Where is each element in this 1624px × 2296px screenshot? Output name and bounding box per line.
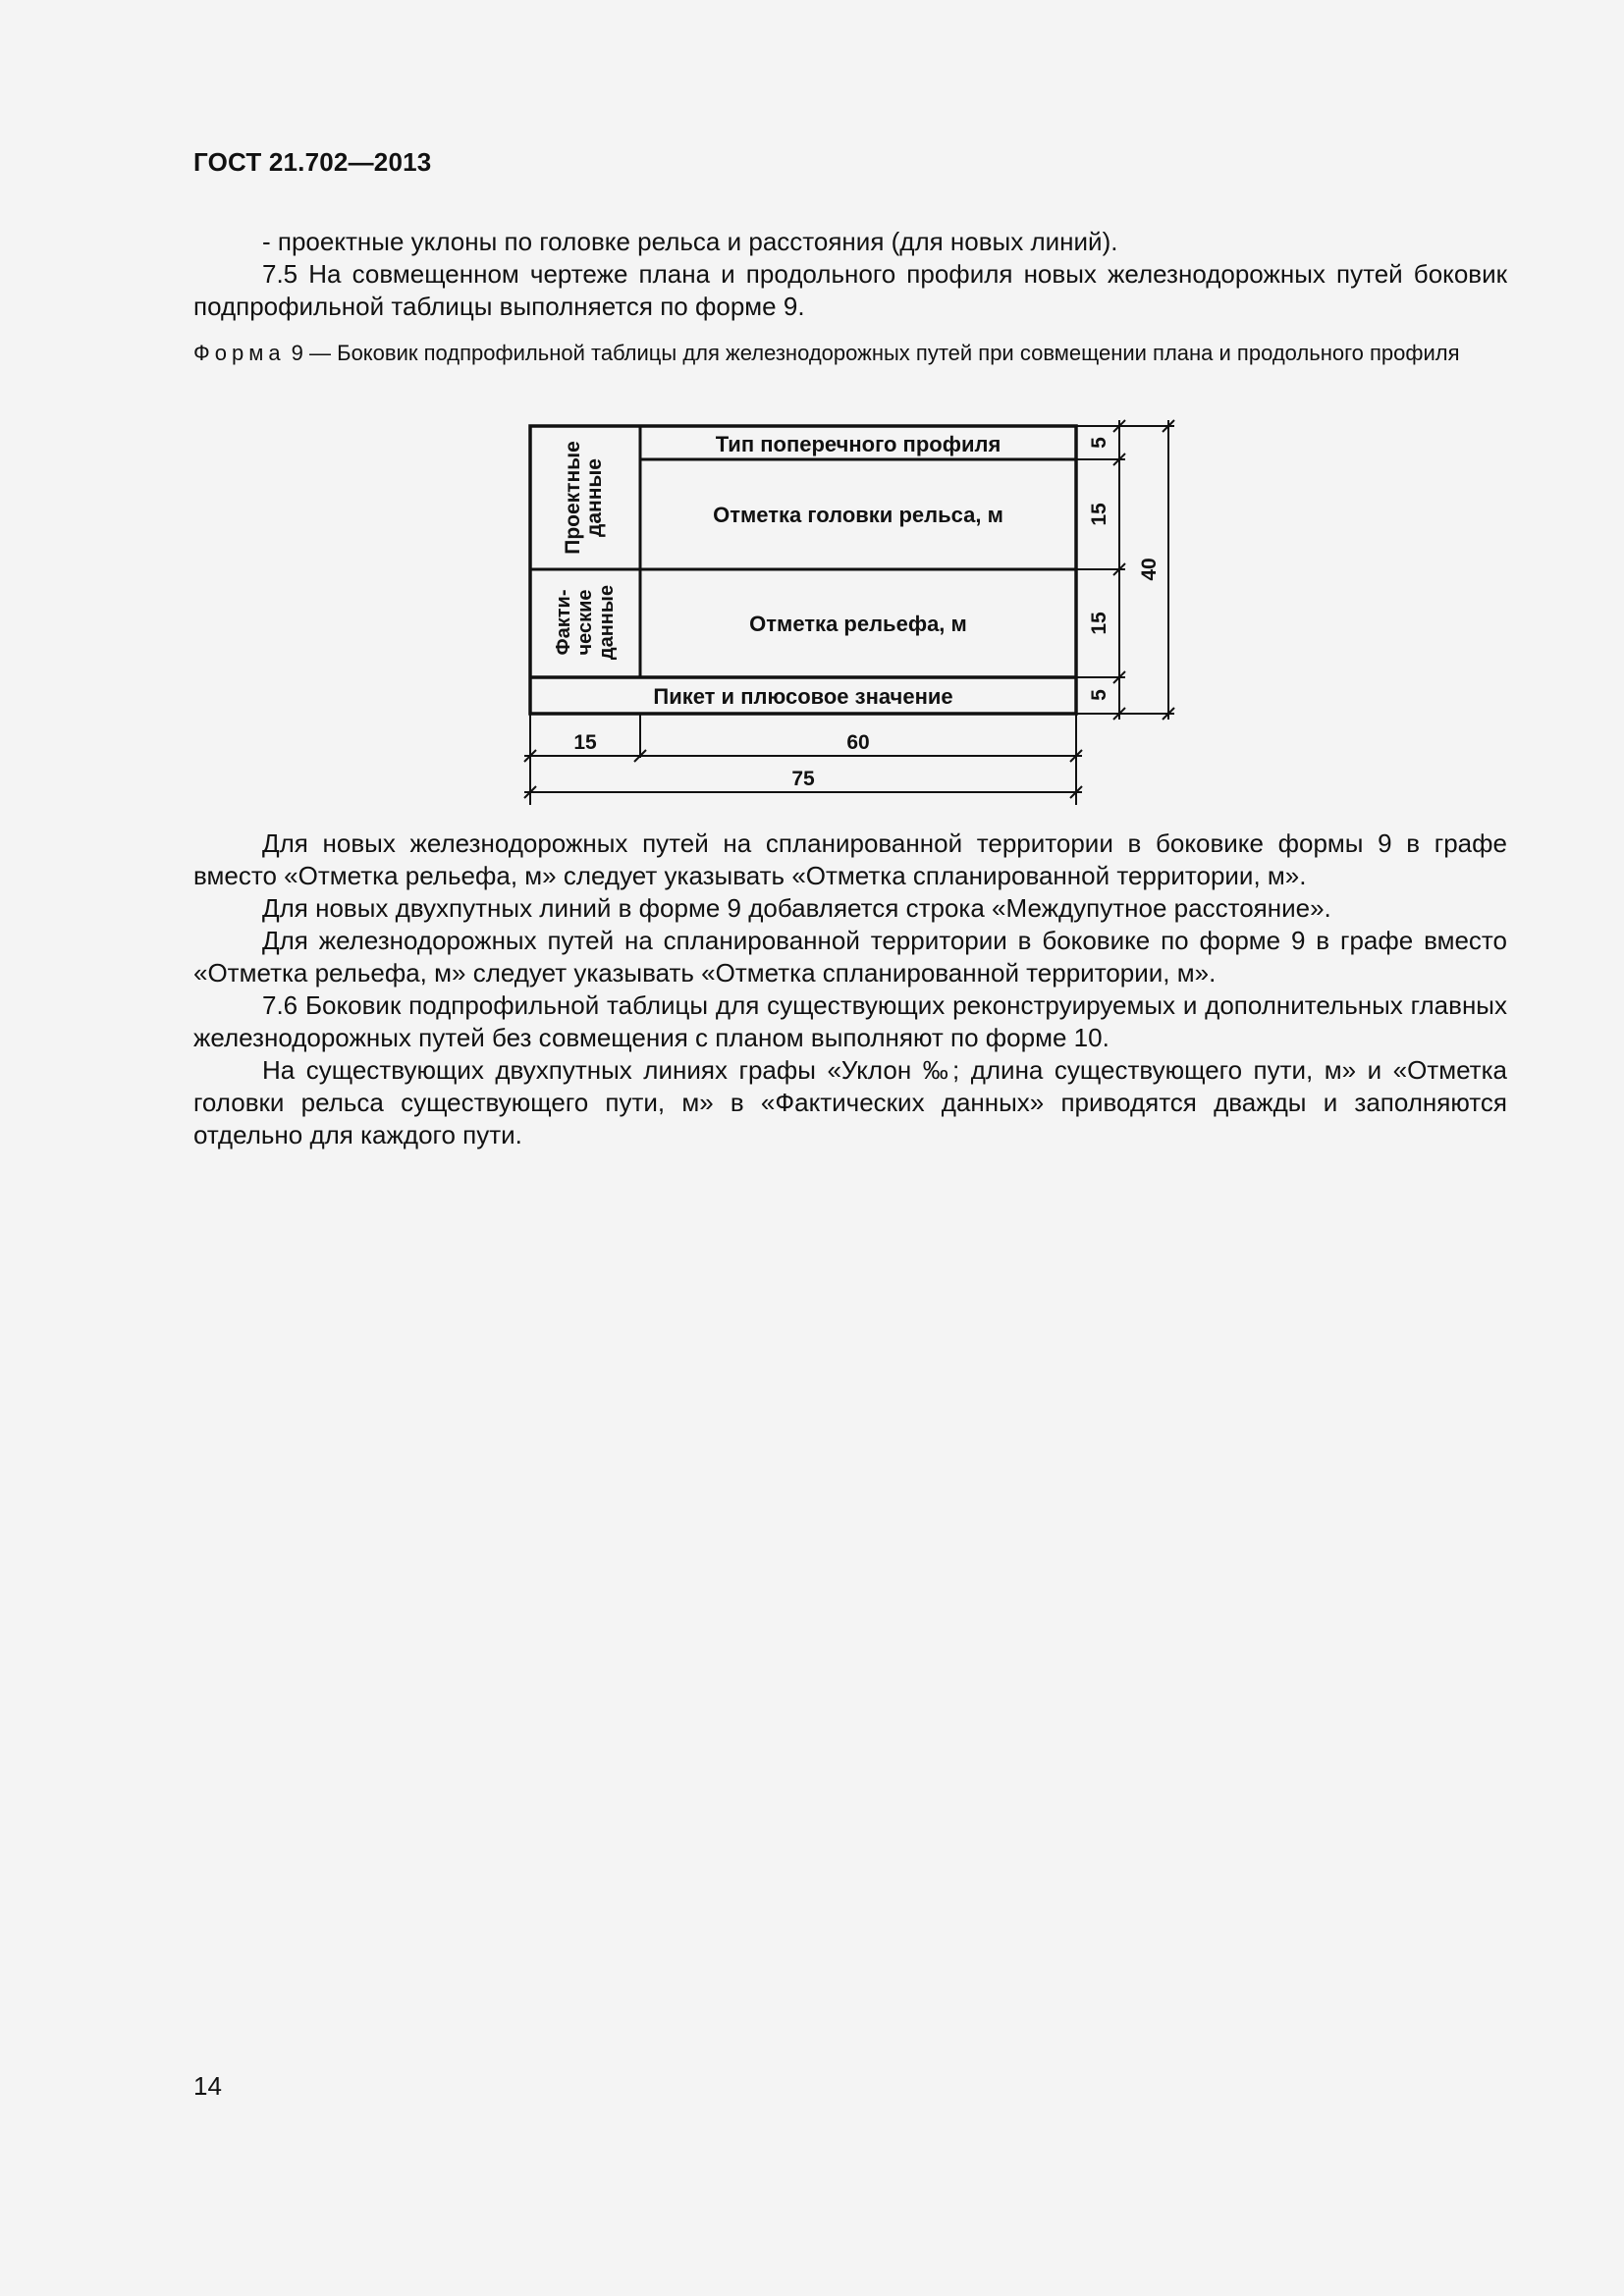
dim-value-total-height: 40 <box>1138 558 1161 581</box>
paragraph-7-5: 7.5 На совмещенном чертеже плана и продольного профиля новых железнодорожных путей боковик подпрофильной таблицы выполняется по форме 9. <box>193 259 1507 321</box>
form9-drawing <box>511 412 1198 815</box>
caption-text: 9 — Боковик подпрофильной таблицы для железнодорожных путей при совмещении плана и продольного профиля <box>285 341 1460 365</box>
group-label-actual-line1: Факти- <box>553 589 574 656</box>
group-label-actual-line3: данные <box>596 584 618 661</box>
dim-value-row2: 15 <box>1088 503 1110 526</box>
group-label-design-line1: Проектные <box>562 441 584 555</box>
dim-value-row1: 5 <box>1088 437 1110 449</box>
group-label-design <box>562 441 606 555</box>
caption-label: Форма <box>193 341 286 365</box>
group-label-design-line2: данные <box>583 458 606 537</box>
paragraph-double-track: Для новых двухпутных линий в форме 9 добавляется строка «Междупутное расстояние». <box>262 893 1331 923</box>
form9-figure <box>511 412 1198 815</box>
paragraph-existing-lines: На существующих двухпутных линиях графы «Уклон ‰; длина существующего пути, м» и «Отметка головки рельса существующего пути, м» в «Фактических данных» приводятся дважды и заполняются отдельно для каждого пути. <box>193 1055 1507 1149</box>
form9-table-lines <box>530 426 1076 714</box>
row-label-picket: Пикет и плюсовое значение <box>653 684 953 709</box>
dim-value-col-group: 15 <box>573 731 597 754</box>
group-label-actual <box>553 585 618 660</box>
dim-value-row4: 5 <box>1088 689 1110 701</box>
document-header: ГОСТ 21.702—2013 <box>193 147 432 177</box>
page-number: 14 <box>193 2071 222 2101</box>
dim-value-col-name: 60 <box>846 731 870 754</box>
paragraph-planned-territory-2: Для железнодорожных путей на спланированной территории в боковике по форме 9 в графе вместо «Отметка рельефа, м» следует указывать «Отметка спланированной территории, м». <box>193 926 1507 988</box>
paragraph-planned-territory: Для новых железнодорожных путей на спланированной территории в боковике формы 9 в графе вместо «Отметка рельефа, м» следует указывать «Отметка спланированной территории, м». <box>193 828 1507 890</box>
dim-value-total-width: 75 <box>791 768 815 790</box>
body-text <box>193 828 1507 1151</box>
row-label-relief: Отметка рельефа, м <box>749 612 967 636</box>
row-label-profile-type: Тип поперечного профиля <box>715 432 1001 456</box>
form-caption <box>193 339 1507 367</box>
paragraph-bullet: - проектные уклоны по головке рельса и расстояния (для новых линий). <box>262 227 1118 256</box>
group-label-actual-line2: ческие <box>574 589 596 656</box>
dim-value-row3: 15 <box>1088 612 1110 635</box>
paragraph-7-6: 7.6 Боковик подпрофильной таблицы для существующих реконструируемых и дополнительных главных железнодорожных путей без совмещения с планом выполняют по форме 10. <box>193 990 1507 1052</box>
row-label-rail-head: Отметка головки рельса, м <box>713 503 1003 527</box>
intro-text <box>193 226 1507 323</box>
width-dimension-lines <box>524 714 1082 805</box>
